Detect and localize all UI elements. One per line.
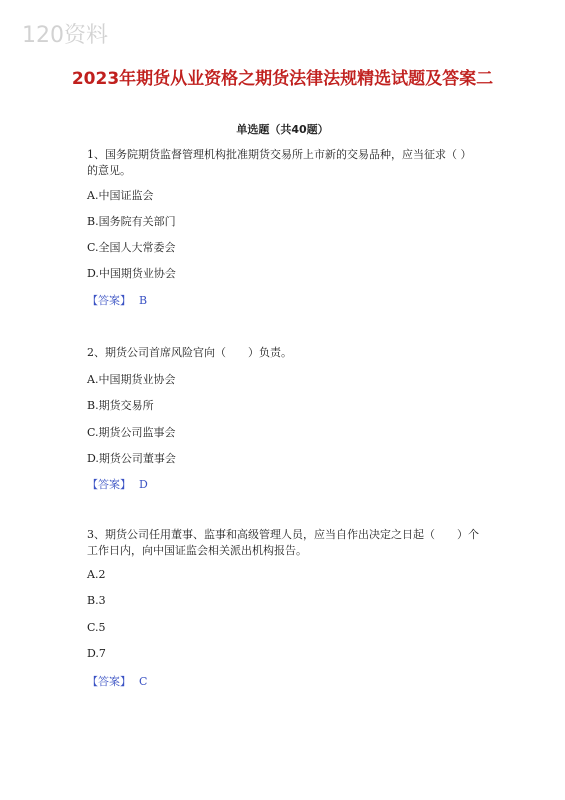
answer-label: 【答案】 [87,294,131,307]
option-b: B.期货交易所 [87,399,154,412]
answer [87,476,148,492]
option-a: A.中国期货业协会 [87,373,176,386]
option-a: A.中国证监会 [87,189,154,202]
answer [87,292,147,308]
question-3 [87,527,482,688]
section-heading: 单选题（共40题） [236,123,329,136]
option-d: D.7 [87,647,106,660]
option-b: B.国务院有关部门 [87,215,176,228]
question-stem: 2、期货公司首席风险官向（ ）负责。 [87,346,292,359]
answer-label: 【答案】 [87,478,131,491]
watermark: 120资料 [22,23,108,48]
option-a: A.2 [87,568,106,581]
question-stem: 1、国务院期货监督管理机构批准期货交易所上市新的交易品种，应当征求（ ）的意见。 [87,148,472,177]
question-stem: 3、期货公司任用董事、监事和高级管理人员，应当自作出决定之日起（ ）个工作日内，向中国证监会相关派出机构报告。 [87,528,479,557]
option-c: C.5 [87,621,106,634]
answer-value: C [139,675,148,688]
question-1 [87,147,482,307]
answer [87,673,147,689]
answer-label: 【答案】 [87,675,131,688]
answer-value: B [139,294,148,307]
option-d: D.期货公司董事会 [87,452,176,465]
option-c: C.期货公司监事会 [87,426,176,439]
option-d: D.中国期货业协会 [87,267,176,280]
question-2 [87,345,482,491]
option-c: C.全国人大常委会 [87,241,176,254]
document-title: 2023年期货从业资格之期货法律法规精选试题及答案二 [71,69,494,89]
answer-value: D [139,478,148,491]
option-b: B.3 [87,594,106,607]
